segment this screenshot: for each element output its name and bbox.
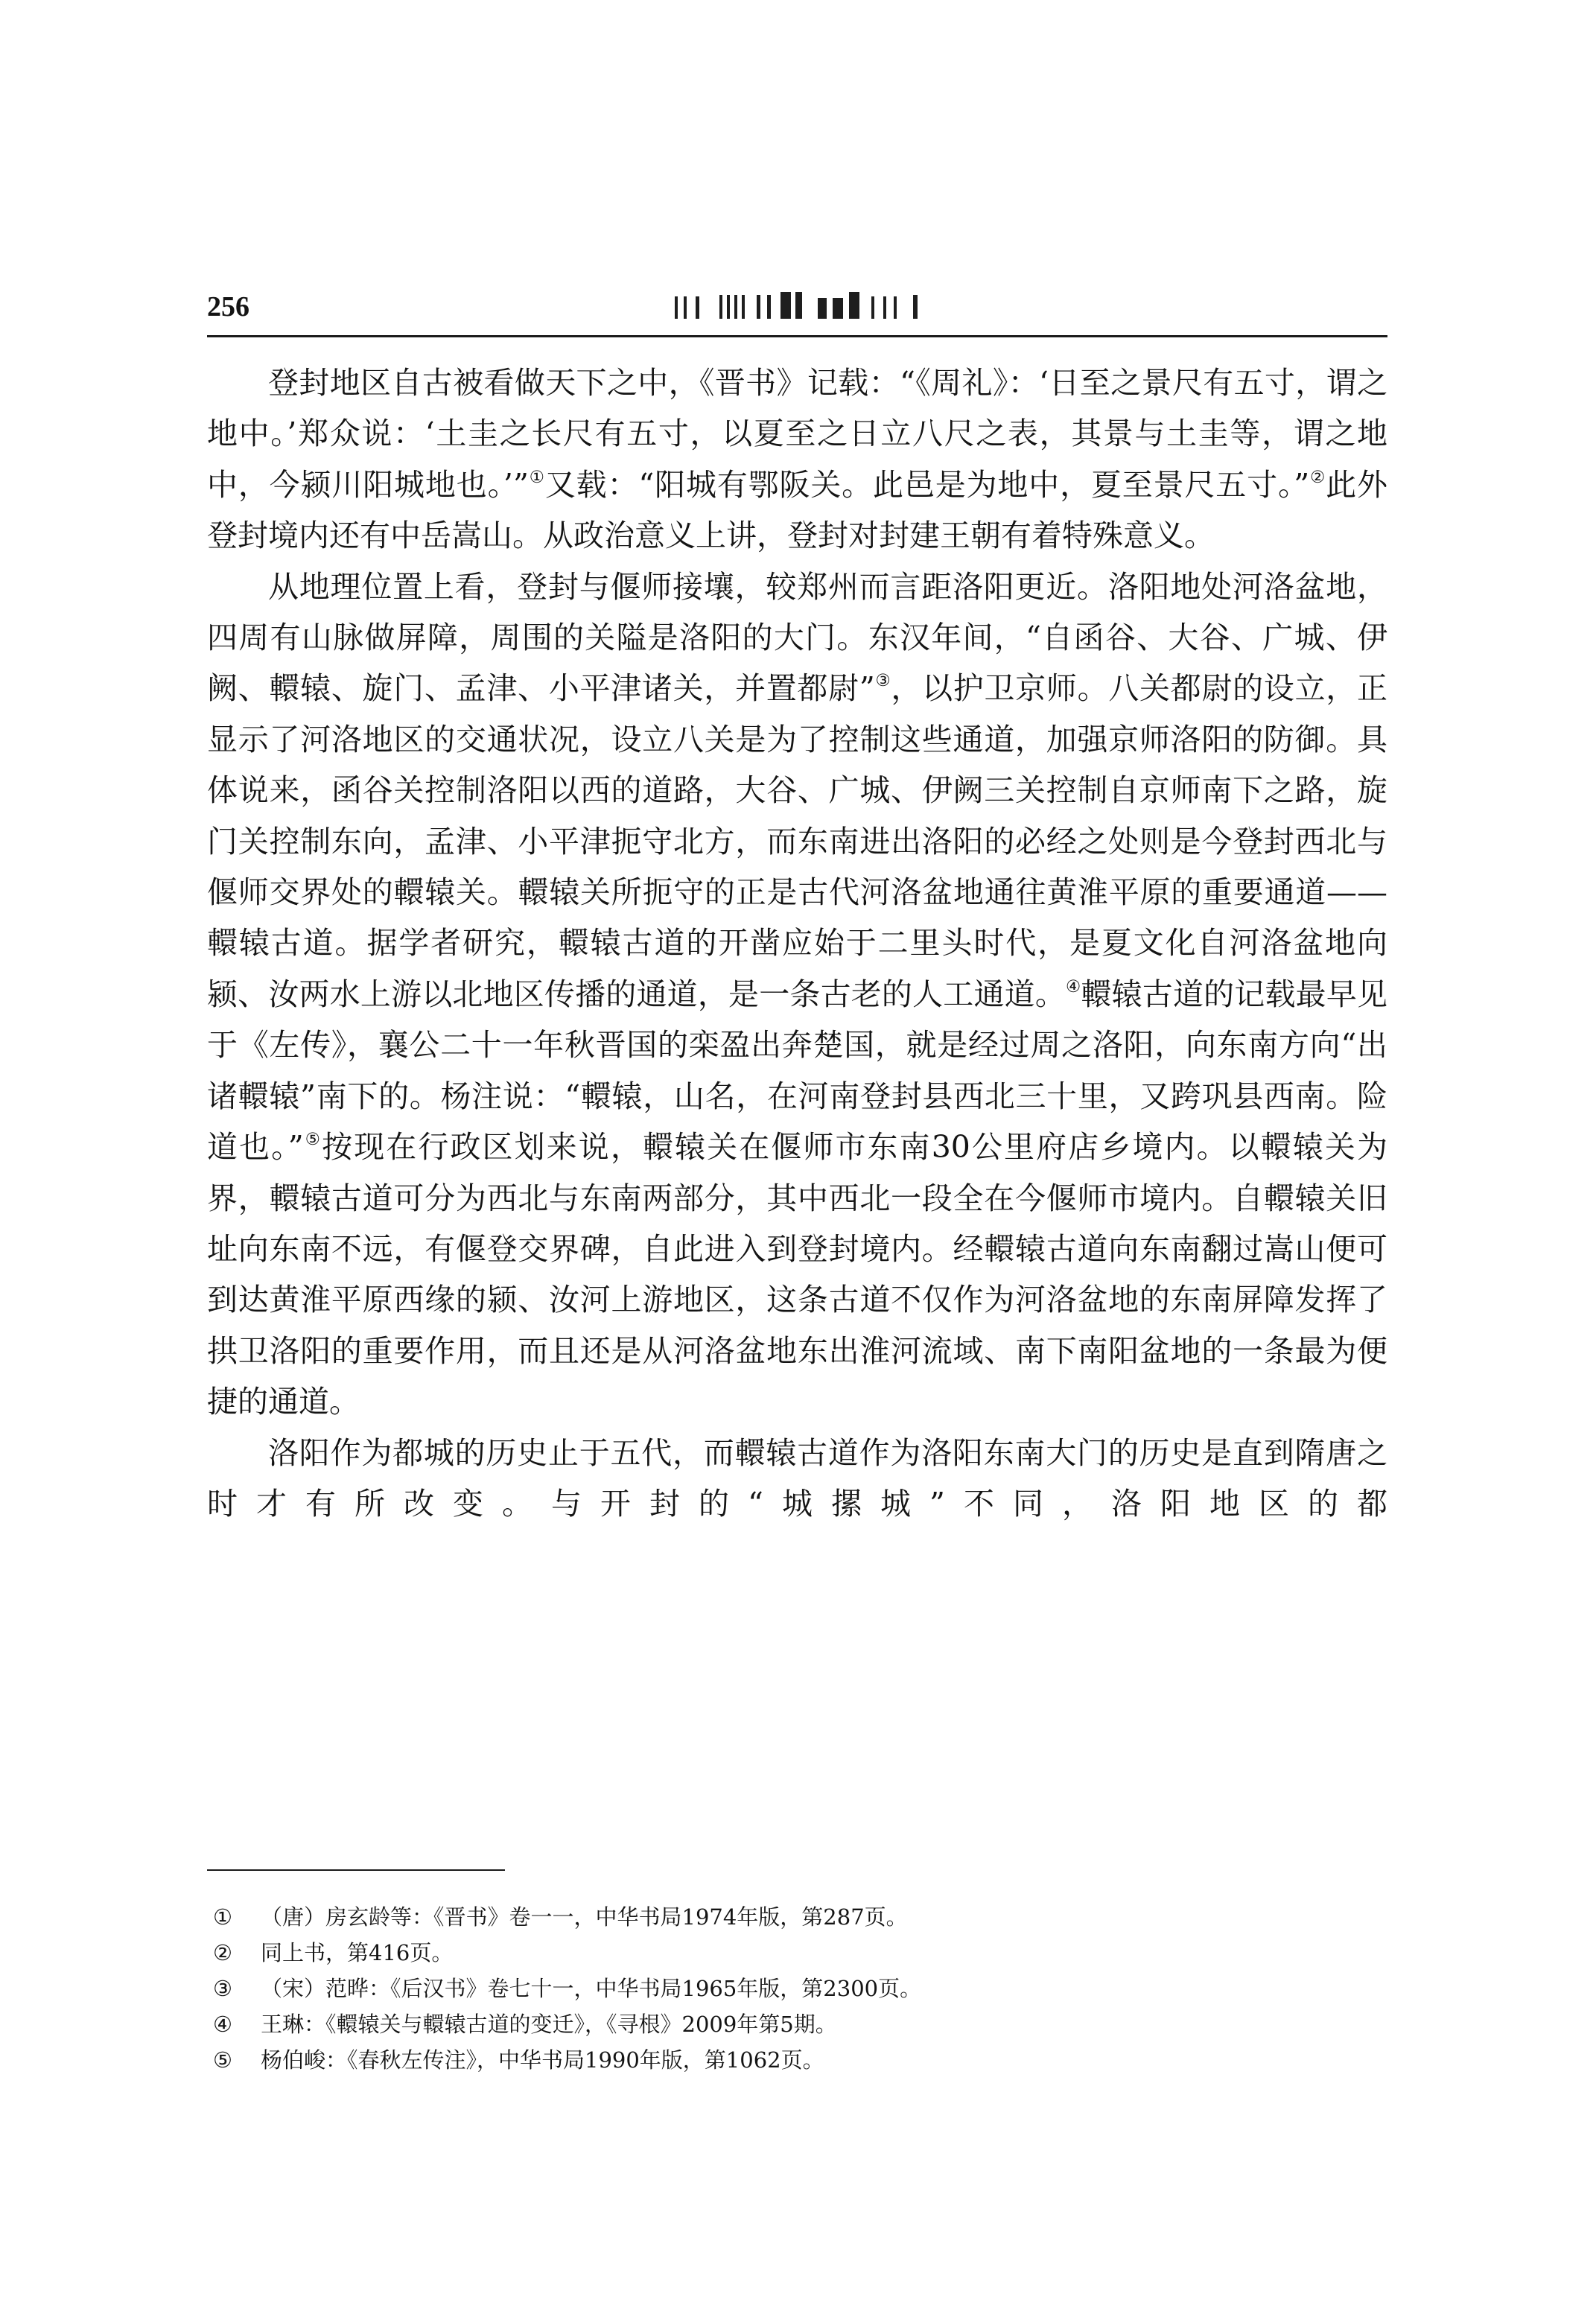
paragraph: 登封地区自古被看做天下之中，《晋书》记载：“《周礼》：‘日至之景尺有五寸，谓之地中。’郑众说：‘土圭之长尺有五寸，以夏至之日立八尺之表，其景与土圭等，谓之地中，今颍川阳城地也。’”①又载：“阳城有鄂阪关。此邑是为地中，夏至景尺五寸。”②此外登封境内还有中岳嵩山。从政治意义上讲，登封对封建王朝有着特殊意义。 [207, 365, 1388, 554]
footnote-mark: ④ [213, 2012, 232, 2037]
footnote-mark: ⑤ [213, 2047, 232, 2073]
footnote-mark: ③ [213, 1976, 232, 2001]
paragraph: 洛阳作为都城的历史止于五代，而轘辕古道作为洛阳东南大门的历史是直到隋唐之时才有所改变。与开封的“城摞城”不同，洛阳地区的都 [207, 1434, 1387, 1522]
footnote-text: 同上书，第416页。 [261, 1940, 454, 1965]
footnote [213, 1899, 1375, 1935]
header-rule [207, 335, 1387, 337]
header-barcode-mark [670, 289, 923, 322]
page-number: 256 [207, 291, 249, 322]
footnote-text: （宋）范晔：《后汉书》卷七十一，中华书局1965年版，第2300页。 [261, 1976, 922, 2001]
footnote [213, 2042, 1375, 2078]
footnote-ref: ② [1309, 467, 1326, 487]
paragraph: 从地理位置上看，登封与偃师接壤，较郑州而言距洛阳更近。洛阳地处河洛盆地，四周有山脉做屏障，周围的关隘是洛阳的大门。东汉年间，“自函谷、大谷、广城、伊阙、轘辕、旋门、孟津、小平津诸关，并置都尉”③，以护卫京师。八关都尉的设立，正显示了河洛地区的交通状况，设立八关是为了控制这些通道，加强京师洛阳的防御。具体说来，函谷关控制洛阳以西的道路，大谷、广城、伊阙三关控制自京师南下之路，旋门关控制东向，孟津、小平津扼守北方，而东南进出洛阳的必经之处则是今登封西北与偃师交界处的轘辕关。轘辕关所扼守的正是古代河洛盆地通往黄淮平原的重要通道——轘辕古道。据学者研究，轘辕古道的开凿应始于二里头时代，是夏文化自河洛盆地向颍、汝两水上游以北地区传播的通道，是一条古老的人工通道。④轘辕古道的记载最早见于《左传》，襄公二十一年秋晋国的栾盈出奔楚国，就是经过周之洛阳，向东南方向“出诸轘辕”南下的。杨注说：“轘辕，山名，在河南登封县西北三十里，又跨巩县西南。险道也。”⑤按现在行政区划来说，轘辕关在偃师市东南30公里府店乡境内。以轘辕关为界，轘辕古道可分为西北与东南两部分，其中西北一段全在今偃师市境内。自轘辕关旧址向东南不远，有偃登交界碑，自此进入到登封境内。经轘辕古道向东南翻过嵩山便可到达黄淮平原西缘的颍、汝河上游地区，这条古道不仅作为河洛盆地的东南屏障发挥了拱卫洛阳的重要作用，而且还是从河洛盆地东出淮河流域、南下南阳盆地的一条最为便捷的通道。 [207, 568, 1388, 1420]
footnote-ref: ① [528, 467, 545, 487]
body-text [207, 357, 1387, 1529]
footnote-mark: ① [213, 1904, 232, 1930]
footnote [213, 1971, 1375, 2006]
footnote-rule [207, 1869, 505, 1871]
footnote-ref: ④ [1066, 976, 1081, 996]
footnote-text: 杨伯峻：《春秋左传注》，中华书局1990年版，第1062页。 [261, 2047, 824, 2073]
footnote-text: 王琳：《轘辕关与轘辕古道的变迁》，《寻根》2009年第5期。 [261, 2012, 837, 2037]
footnote-ref: ⑤ [303, 1130, 322, 1150]
footnote [213, 2006, 1375, 2042]
footnotes [213, 1899, 1375, 2078]
footnote-ref: ③ [874, 671, 891, 691]
footnote [213, 1935, 1375, 1971]
footnote-text: （唐）房玄龄等：《晋书》卷一一，中华书局1974年版，第287页。 [261, 1904, 908, 1930]
footnote-mark: ② [213, 1940, 232, 1965]
